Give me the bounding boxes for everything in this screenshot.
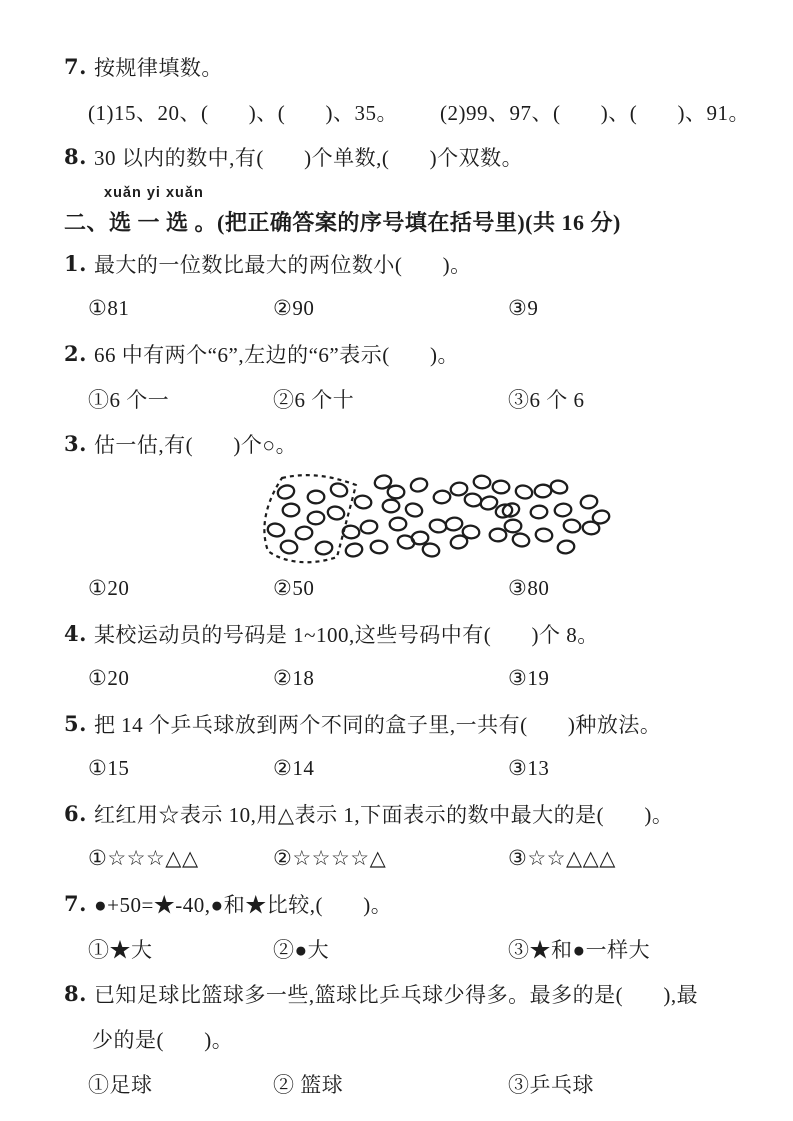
question-number: 6. [64, 801, 87, 826]
question-stem: 30 以内的数中,有( )个单数,( )个双数。 [93, 145, 524, 170]
choice-question-6 [0, 791, 793, 836]
question-stem: 某校运动员的号码是 1~100,这些号码中有( )个 8。 [93, 622, 599, 647]
fill-question-7-parts [0, 89, 793, 134]
option: ②6 个十 [273, 387, 355, 412]
question-number: 7. [64, 54, 87, 79]
option: ①足球 [88, 1072, 153, 1097]
question-stem: 估一估,有( )个○。 [93, 432, 298, 457]
option: ①6 个一 [88, 387, 170, 412]
question-stem: 按规律填数。 [93, 55, 223, 80]
question-stem: 最大的一位数比最大的两位数小( )。 [93, 252, 472, 277]
choice-question-8-continued [0, 1016, 793, 1061]
option: ①20 [88, 666, 130, 690]
option: ①15 [88, 756, 130, 780]
option: ② 篮球 [273, 1072, 344, 1097]
question-number: 8. [64, 144, 87, 169]
choice-question-2 [0, 331, 793, 376]
option: ③乒乓球 [508, 1072, 594, 1097]
choice-question-3-options [0, 566, 793, 611]
pinyin-annotation: xuǎn yi xuǎn [104, 185, 204, 201]
option: ③19 [508, 666, 550, 690]
choice-question-2-options [0, 376, 793, 421]
question-number: 3. [64, 431, 87, 456]
choice-question-4 [0, 611, 793, 656]
option: ②☆☆☆☆△ [273, 846, 387, 870]
fill-question-7 [0, 44, 793, 89]
option: ②14 [273, 756, 315, 780]
question-stem: 已知足球比篮球多一些,篮球比乒乓球少得多。最多的是( ),最 [93, 982, 699, 1007]
option: ③★和●一样大 [508, 937, 651, 962]
question-number: 8. [64, 981, 87, 1006]
choice-question-1-options [0, 286, 793, 331]
question-stem: 把 14 个乒乓球放到两个不同的盒子里,一共有( )种放法。 [93, 712, 662, 737]
question-number: 5. [64, 711, 87, 736]
option: ③6 个 6 [508, 387, 585, 412]
fill-blank-sequence-1: (1)15、20、( )、( )、35。 [88, 100, 398, 125]
question-stem: 红红用☆表示 10,用△表示 1,下面表示的数中最大的是( )。 [93, 802, 674, 827]
option: ③80 [508, 576, 550, 600]
choice-question-6-options [0, 836, 793, 881]
option: ②●大 [273, 937, 330, 962]
option: ①☆☆☆△△ [88, 846, 199, 870]
option: ①★大 [88, 937, 153, 962]
question-stem: ●+50=★-40,●和★比较,( )。 [93, 892, 393, 917]
oval-scatter-svg [256, 466, 621, 566]
option: ③13 [508, 756, 550, 780]
option: ①20 [88, 576, 130, 600]
question-stem-continued: 少的是( )。 [92, 1027, 234, 1052]
choice-question-5 [0, 701, 793, 746]
choice-question-1 [0, 241, 793, 286]
oval-scatter-figure [0, 466, 793, 566]
fill-question-8 [0, 134, 793, 179]
option: ①81 [88, 296, 130, 320]
choice-question-8-options [0, 1061, 793, 1106]
option: ③☆☆△△△ [508, 846, 616, 870]
choice-question-3 [0, 421, 793, 466]
choice-question-5-options [0, 746, 793, 791]
question-number: 7. [64, 891, 87, 916]
section-heading: 二、选 一 选 。(把正确答案的序号填在括号里)(共 16 分) [64, 209, 621, 235]
option: ②18 [273, 666, 315, 690]
choice-question-7 [0, 881, 793, 926]
question-number: 1. [64, 251, 87, 276]
choice-question-4-options [0, 656, 793, 701]
choice-question-8 [0, 971, 793, 1016]
question-number: 2. [64, 341, 87, 366]
option: ②50 [273, 576, 315, 600]
question-number: 4. [64, 621, 87, 646]
question-stem: 66 中有两个“6”,左边的“6”表示( )。 [93, 342, 459, 367]
choice-question-7-options [0, 926, 793, 971]
option: ③9 [508, 296, 539, 320]
fill-blank-sequence-2: (2)99、97、( )、( )、91。 [440, 100, 750, 125]
option: ②90 [273, 296, 315, 320]
